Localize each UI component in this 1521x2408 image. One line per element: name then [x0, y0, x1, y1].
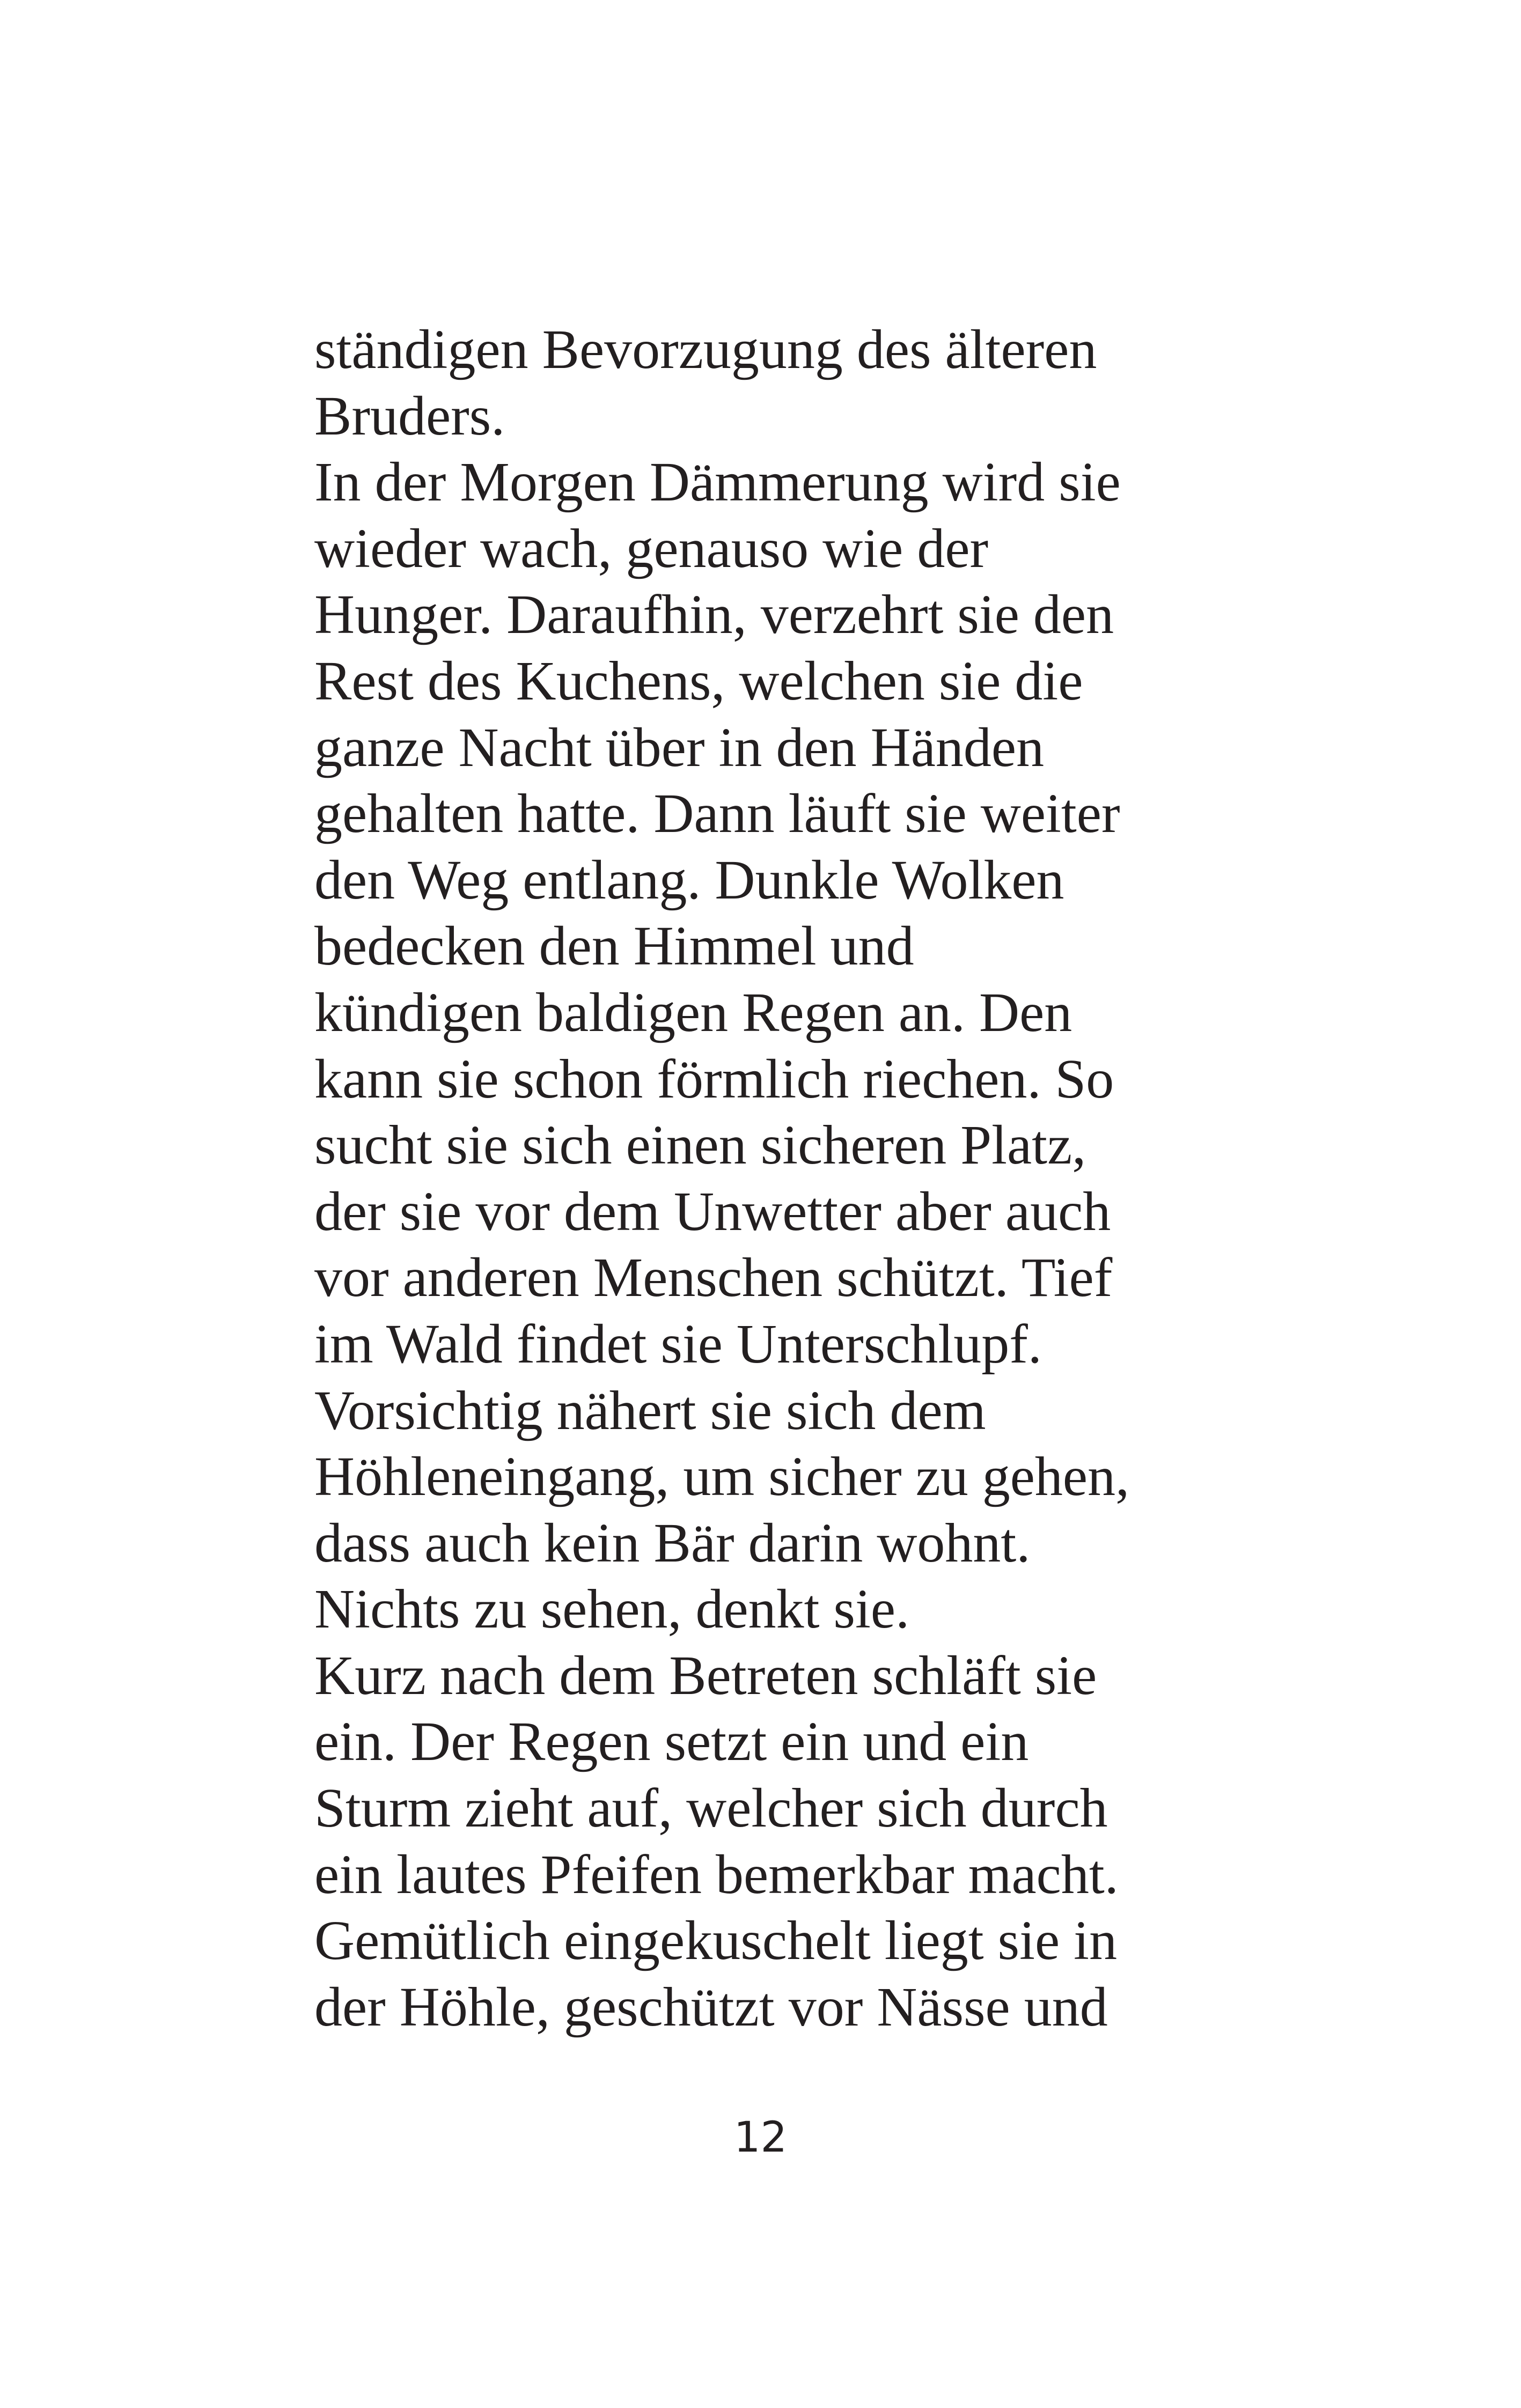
text-line: Kurz nach dem Betreten schläft sie	[314, 1644, 1097, 1706]
text-line: kündigen baldigen Regen an. Den	[314, 981, 1072, 1043]
text-line: Gemütlich eingekuschelt liegt sie in	[314, 1910, 1118, 1972]
text-line: vor anderen Menschen schützt. Tief	[314, 1247, 1113, 1309]
text-line: Nichts zu sehen, denkt sie.	[314, 1578, 910, 1640]
text-line: wieder wach, genauso wie der	[314, 517, 989, 579]
text-line: Vorsichtig nähert sie sich dem	[314, 1379, 986, 1441]
text-line: bedecken den Himmel und	[314, 915, 914, 977]
text-line: dass auch kein Bär darin wohnt.	[314, 1512, 1031, 1574]
body-text	[314, 316, 1521, 2040]
text-line: ganze Nacht über in den Händen	[314, 716, 1045, 778]
text-line: ein. Der Regen setzt ein und ein	[314, 1711, 1029, 1773]
text-line: Bruders.	[314, 385, 505, 447]
text-line: ein lautes Pfeifen bemerkbar macht.	[314, 1843, 1119, 1905]
page-number: 12	[733, 2114, 788, 2162]
text-line: im Wald findet sie Unterschlupf.	[314, 1313, 1042, 1375]
text-line: der Höhle, geschützt vor Nässe und	[314, 1976, 1108, 2038]
text-line: sucht sie sich einen sicheren Platz,	[314, 1114, 1086, 1176]
text-line: den Weg entlang. Dunkle Wolken	[314, 849, 1064, 911]
text-line: Rest des Kuchens, welchen sie die	[314, 650, 1083, 712]
text-line: Sturm zieht auf, welcher sich durch	[314, 1777, 1108, 1839]
text-line: kann sie schon förmlich riechen. So	[314, 1048, 1114, 1110]
text-line: In der Morgen Dämmerung wird sie	[314, 451, 1121, 513]
text-line: gehalten hatte. Dann läuft sie weiter	[314, 783, 1120, 845]
text-line: ständigen Bevorzugung des älteren	[314, 319, 1097, 380]
text-line: der sie vor dem Unwetter aber auch	[314, 1180, 1111, 1242]
text-line: Höhleneingang, um sicher zu gehen,	[314, 1446, 1130, 1508]
text-line: Hunger. Daraufhin, verzehrt sie den	[314, 584, 1114, 646]
